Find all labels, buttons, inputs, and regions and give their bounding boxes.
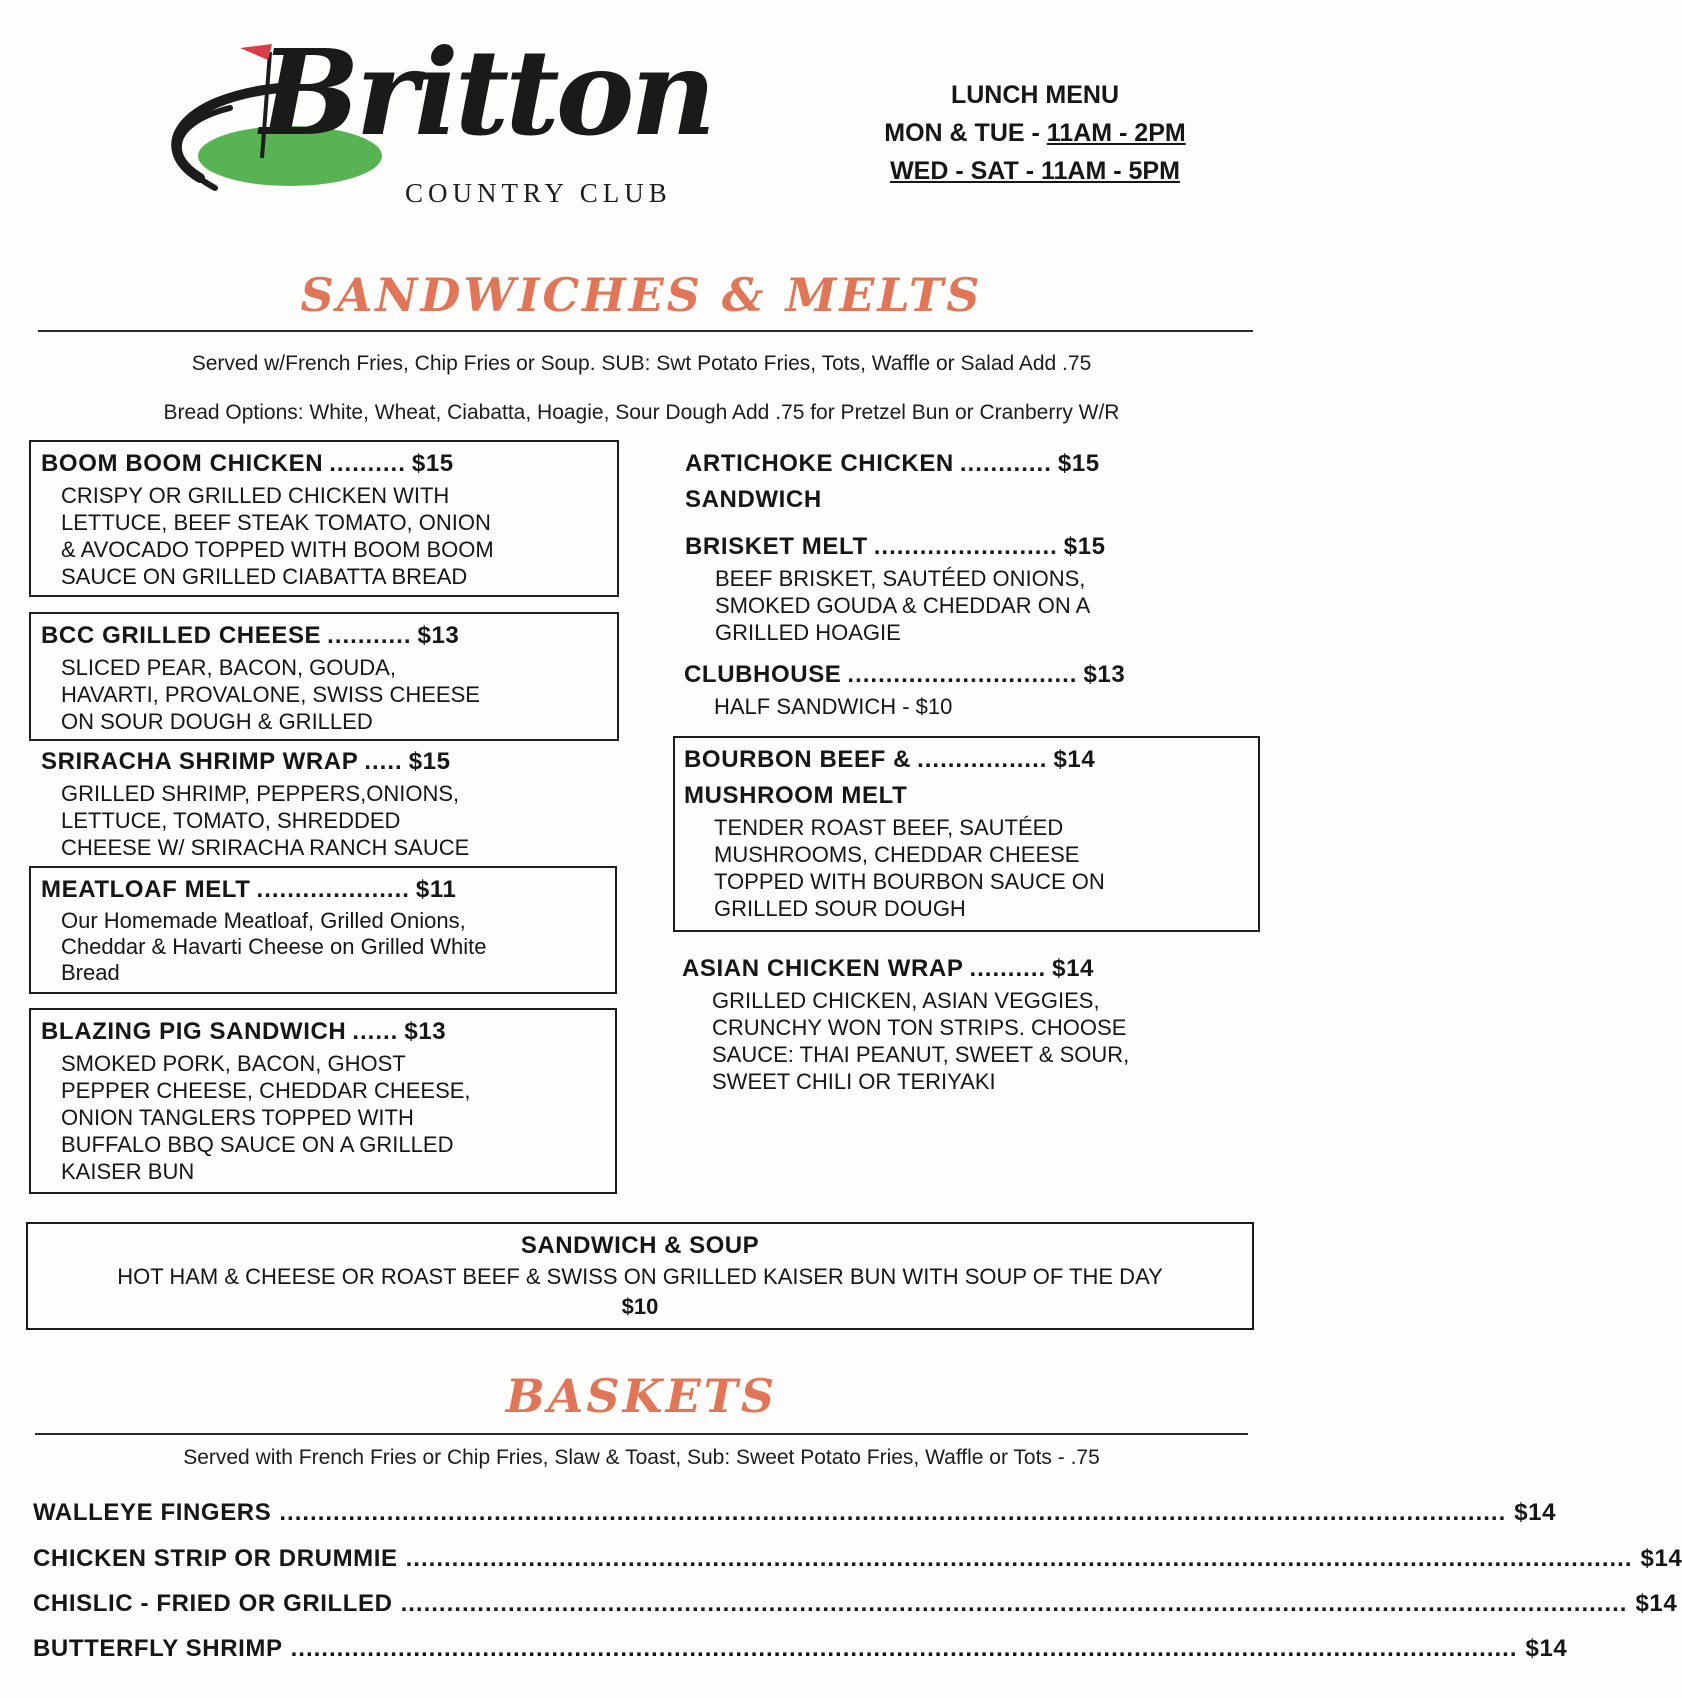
brand-subtitle: COUNTRY CLUB	[405, 178, 672, 208]
item-leader: ........................	[873, 533, 1058, 560]
menu-item	[685, 450, 1285, 514]
item-description: SMOKED PORK, BACON, GHOST PEPPER CHEESE, CHEDDAR CHEESE, ONION TANGLERS TOPPED WITH BUFFALO BBQ SAUCE ON A GRILLED KAISER BUN	[61, 1051, 471, 1184]
item-leader: ....................	[256, 876, 410, 903]
item-description: GRILLED SHRIMP, PEPPERS,ONIONS, LETTUCE, TOMATO, SHREDDED CHEESE W/ SRIRACHA RANCH SAUCE	[61, 781, 470, 860]
item-name: BRISKET MELT	[685, 533, 868, 560]
item-name: CLUBHOUSE	[684, 661, 842, 688]
item-name: BCC GRILLED CHEESE	[41, 622, 322, 649]
sandwich-soup-title: SANDWICH & SOUP	[520, 1232, 760, 1259]
item-leader: ................................................................................................................................................................	[400, 1590, 1628, 1617]
hours-block	[855, 76, 1215, 190]
item-price: $15	[411, 450, 454, 477]
item-price: $15	[408, 748, 451, 775]
item-price: $15	[1063, 533, 1106, 560]
item-leader: ..........	[329, 450, 406, 477]
menu-item	[29, 612, 619, 741]
divider	[35, 1433, 1248, 1435]
baskets-served-note: Served with French Fries or Chip Fries, Slaw & Toast, Sub: Sweet Potato Fries, Waffle or Tots - .75	[183, 1446, 1100, 1469]
item-leader: ..............................	[847, 661, 1078, 688]
item-price: $13	[417, 622, 460, 649]
item-name: ARTICHOKE CHICKEN	[685, 450, 954, 477]
item-price: $11	[415, 876, 457, 903]
item-name: WALLEYE FINGERS	[33, 1499, 272, 1526]
item-leader: ................................................................................................................................................................	[290, 1635, 1518, 1662]
item-name: BOURBON BEEF &	[684, 746, 912, 773]
basket-item	[33, 1545, 1682, 1573]
sandwich-soup-box	[26, 1222, 1254, 1330]
brand-name: Britton	[260, 23, 713, 162]
item-name: CHISLIC - FRIED OR GRILLED	[33, 1590, 393, 1617]
item-leader: .................	[917, 746, 1048, 773]
item-leader: ...........	[327, 622, 412, 649]
menu-item	[29, 440, 619, 597]
item-leader: ................................................................................................................................................................	[279, 1499, 1507, 1526]
item-price: $14	[1635, 1590, 1678, 1617]
item-name: CHICKEN STRIP OR DRUMMIE	[33, 1545, 398, 1572]
item-name: ASIAN CHICKEN WRAP	[682, 955, 964, 982]
menu-item	[29, 1008, 617, 1194]
basket-item	[33, 1635, 1568, 1663]
baskets-title: BASKETS	[505, 1369, 778, 1423]
item-description: Our Homemade Meatloaf, Grilled Onions, Cheddar & Havarti Cheese on Grilled White Bread	[61, 908, 487, 985]
menu-item	[29, 866, 617, 994]
sandwich-soup-description: HOT HAM & CHEESE OR ROAST BEEF & SWISS ON GRILLED KAISER BUN WITH SOUP OF THE DAY	[117, 1264, 1163, 1289]
divider	[38, 330, 1253, 332]
hours-mon-tue: MON & TUE - 11AM - 2PM	[884, 119, 1186, 147]
item-description: GRILLED CHICKEN, ASIAN VEGGIES, CRUNCHY WON TON STRIPS. CHOOSE SAUCE: THAI PEANUT, SWEET & SOUR, SWEET CHILI OR TERIYAKI	[712, 988, 1130, 1094]
menu-item	[684, 661, 1284, 720]
item-price: $15	[1057, 450, 1100, 477]
item-name: BLAZING PIG SANDWICH	[41, 1018, 347, 1045]
item-description: SLICED PEAR, BACON, GOUDA, HAVARTI, PROVALONE, SWISS CHEESE ON SOUR DOUGH & GRILLED	[61, 655, 480, 734]
item-name-continued: MUSHROOM MELT	[684, 782, 908, 809]
item-price: $14	[1053, 746, 1096, 773]
item-name: BUTTERFLY SHRIMP	[33, 1635, 283, 1662]
item-name-continued: SANDWICH	[685, 486, 822, 513]
hours-wed-sat: WED - SAT - 11AM - 5PM	[890, 157, 1180, 185]
item-description: HALF SANDWICH - $10	[714, 694, 953, 719]
basket-item	[33, 1499, 1557, 1527]
menu-title: LUNCH MENU	[950, 81, 1120, 109]
item-leader: ..........	[969, 955, 1047, 982]
item-price: $14	[1640, 1545, 1682, 1572]
menu-item	[685, 533, 1285, 646]
menu-item	[682, 955, 1282, 1095]
bread-options-note: Bread Options: White, Wheat, Ciabatta, Hoagie, Sour Dough Add .75 for Pretzel Bun or Cranberry W/R	[163, 401, 1120, 424]
sandwiches-served-note: Served w/French Fries, Chip Fries or Soup. SUB: Swt Potato Fries, Tots, Waffle or Salad Add .75	[191, 352, 1092, 375]
item-leader: ................................................................................................................................................................	[405, 1545, 1633, 1572]
item-price: $14	[1052, 955, 1094, 982]
item-description: BEEF BRISKET, SAUTÉED ONIONS, SMOKED GOUDA & CHEDDAR ON A GRILLED HOAGIE	[715, 566, 1091, 645]
item-name: SRIRACHA SHRIMP WRAP	[41, 748, 359, 775]
item-price: $14	[1525, 1635, 1568, 1662]
menu-item	[673, 736, 1260, 932]
item-description: CRISPY OR GRILLED CHICKEN WITH LETTUCE, BEEF STEAK TOMATO, ONION & AVOCADO TOPPED WITH BOOM BOOM SAUCE ON GRILLED CIABATTA BREAD	[61, 483, 494, 589]
menu-item	[31, 748, 617, 861]
item-leader: ............	[959, 450, 1052, 477]
item-leader: .....	[364, 748, 403, 775]
item-price: $14	[1514, 1499, 1557, 1526]
sandwich-soup-price: $10	[621, 1294, 659, 1319]
basket-item	[33, 1590, 1678, 1618]
item-price: $13	[1083, 661, 1126, 688]
item-price: $13	[404, 1018, 447, 1045]
item-name: BOOM BOOM CHICKEN	[41, 450, 324, 477]
sandwiches-title: SANDWICHES & MELTS	[300, 268, 983, 322]
item-name: MEATLOAF MELT	[41, 876, 251, 903]
club-logo	[160, 23, 880, 218]
item-description: TENDER ROAST BEEF, SAUTÉED MUSHROOMS, CHEDDAR CHEESE TOPPED WITH BOURBON SAUCE ON GRILLED SOUR DOUGH	[714, 815, 1105, 921]
item-leader: ......	[352, 1018, 399, 1045]
